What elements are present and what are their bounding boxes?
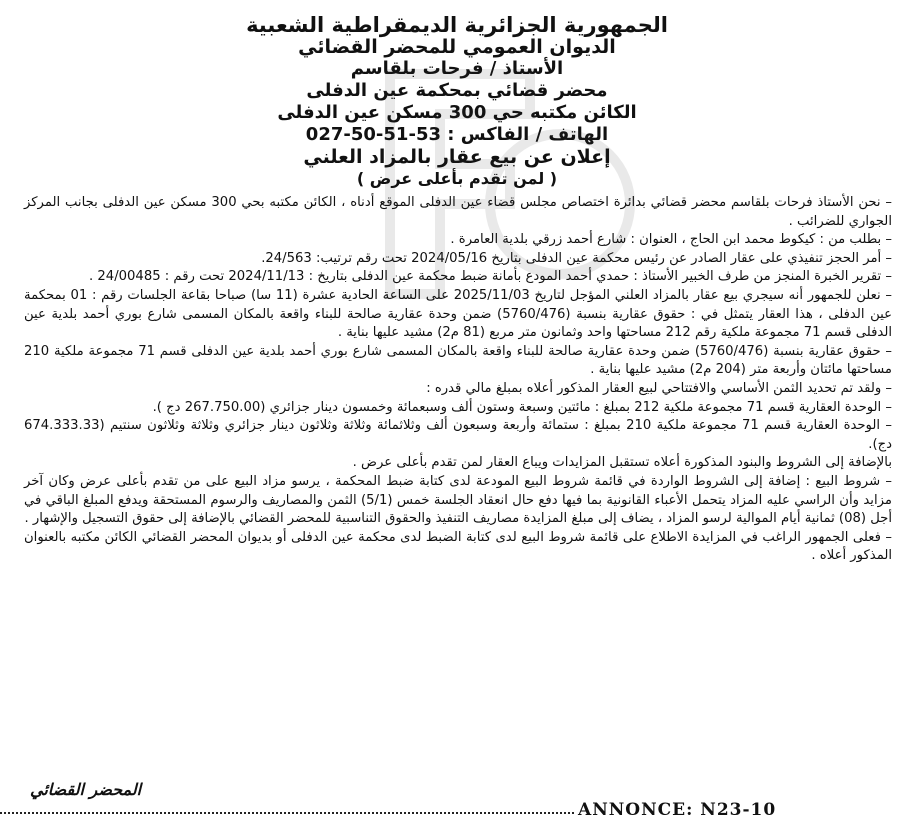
phone-fax: الهاتف / الفاكس : 53-51-50-027 bbox=[305, 124, 609, 145]
republic-title: الجمهورية الجزائرية الديمقراطية الشعبية bbox=[246, 13, 668, 37]
paragraph: بالإضافة إلى الشروط والبنود المذكورة أعلاه تستقبل المزايدات ويباع العقار لمن تقدم بأعلى عرض . bbox=[352, 455, 892, 471]
paragraph: – أمر الحجز تنفيذي على عقار الصادر عن رئيس محكمة عين الدفلى بتاريخ 2024/05/16 تحت رقم ترتيب: 24/563. bbox=[261, 250, 892, 266]
office-address: الكائن مكتبه حي 300 مسكن عين الدفلى bbox=[277, 102, 637, 123]
announcement-title: إعلان عن بيع عقار بالمزاد العلني bbox=[303, 146, 611, 168]
paragraph: – ولقد تم تحديد الثمن الأساسي والافتتاحي لبيع العقار المذكور أعلاه بمبلغ مالي قدره : bbox=[426, 380, 892, 396]
court-name: محضر قضائي بمحكمة عين الدفلى bbox=[306, 80, 608, 101]
announcement-body bbox=[0, 194, 914, 566]
paragraph: – شروط البيع : إضافة إلى الشروط الواردة في قائمة شروط البيع المودعة لدى كتابة ضبط المحكمة ، يرسو مزاد البيع على من تقدم بأعلى عرض وكان آخر مزايد وأن الراسي عليه المزاد يتحمل الأعباء القانونية بما فيها دفع حال انعقاد الجلسة خمس (5/1) الثمن والمصاريف والرسوم المستحقة ويدفع المبلغ الباقي في أجل (08) ثمانية أيام الموالية لرسو المزاد ، يضاف إلى مبلغ المزايدة مصاريف التنفيذ والحقوق التناسبية للمحضر القضائي بالإضافة إلى حقوق التسجيل والإشهار . bbox=[24, 473, 892, 527]
signature: المحضر القضائي bbox=[30, 780, 142, 799]
paragraph: – تقرير الخبرة المنجز من طرف الخبير الأستاذ : حمدي أحمد المودع بأمانة ضبط محكمة عين الدفلى بتاريخ : 2024/11/13 تحت رقم : 24/00485 . bbox=[89, 269, 892, 285]
bailiff-name: الأستاذ / فرحات بلقاسم bbox=[350, 58, 564, 79]
annonce-number: ANNONCE: N23-10 bbox=[578, 800, 777, 820]
paragraph: – الوحدة العقارية قسم 71 مجموعة ملكية 212 بمبلغ : مائتين وسبعة وستون ألف وسبعمائة وخمسون دينار جزائري (267.750.00 دج ). bbox=[152, 399, 892, 415]
paragraph: – بطلب من : كيكوط محمد ابن الحاج ، العنوان : شارع أحمد زرقي بلدية العامرة . bbox=[450, 232, 892, 248]
document-header bbox=[0, 14, 914, 190]
paragraph: – حقوق عقارية بنسبة (5760/476) ضمن وحدة عقارية صالحة للبناء واقعة بالمكان المسمى شارع بوري أحمد بلدية عين الدفلى قسم 71 مجموعة ملكية 210 مساحتها مائتان وأربعة متر (204 م2) مشيد عليها بناية . bbox=[24, 343, 892, 378]
announcement-subtitle: ( لمن تقدم بأعلى عرض ) bbox=[356, 169, 558, 188]
paragraph: – فعلى الجمهور الراغب في المزايدة الاطلاع على قائمة شروط البيع لدى كتابة الضبط لدى محكمة عين الدفلى أو بديوان المحضر القضائي الكائن مكتبه بالعنوان المذكور أعلاه . bbox=[24, 529, 892, 564]
paragraph: – نعلن للجمهور أنه سيجري بيع عقار بالمزاد العلني المؤجل لتاريخ 2025/11/03 على الساعة الحادية عشرة (11 سا) صباحا بقاعة الجلسات رقم : 01 بمحكمة عين الدفلى ، هذا العقار يتمثل في : حقوق عقارية بنسبة (5760/476) ضمن وحدة عقارية صالحة للبناء واقعة بالمكان المسمى شارع بوري أحمد بلدية عين الدفلى قسم 71 مجموعة ملكية رقم 212 مساحتها واحد وثمانون متر مربع (81 م2) مشيد عليها بناية . bbox=[24, 287, 892, 341]
footer-rule bbox=[0, 812, 574, 814]
paragraph: – الوحدة العقارية قسم 71 مجموعة ملكية 210 بمبلغ : ستمائة وأربعة وسبعون ألف وثلاثمائة وثلاثة وثلاثون دينار جزائري وثلاثة وثلاثون سنتيم (674.333.33 دج). bbox=[24, 418, 892, 452]
paragraph: – نحن الأستاذ فرحات بلقاسم محضر قضائي بدائرة اختصاص مجلس قضاء عين الدفلى الموقع أدناه ، الكائن مكتبه بحي 300 مسكن عين الدفلى بجانب المركز الجواري للضرائب . bbox=[24, 195, 892, 229]
office-name: الديوان العمومي للمحضر القضائي bbox=[298, 36, 616, 58]
